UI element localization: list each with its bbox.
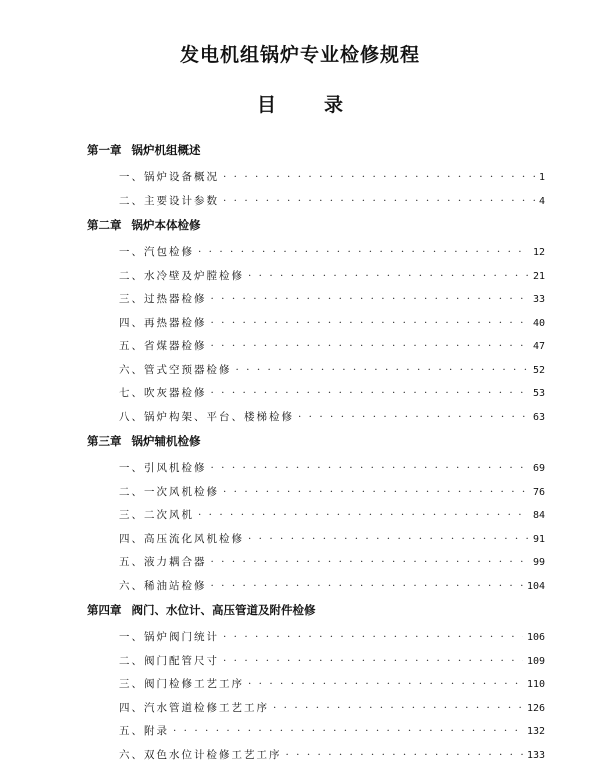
toc-entry-title: 附录 bbox=[144, 725, 169, 737]
toc-chapter bbox=[87, 140, 547, 213]
toc-entry-page-number: 12 bbox=[532, 247, 545, 258]
dot-leader bbox=[223, 626, 523, 650]
chapter-heading[interactable] bbox=[87, 600, 547, 620]
toc-entry-label bbox=[119, 241, 194, 265]
toc-entry-label bbox=[119, 265, 244, 289]
toc-entry-label bbox=[119, 697, 269, 721]
toc-entry[interactable] bbox=[87, 697, 547, 721]
toc-entry-title: 省煤器检修 bbox=[144, 340, 207, 352]
toc-entry-label bbox=[119, 335, 207, 359]
chapter-title: 锅炉辅机检修 bbox=[131, 434, 201, 448]
toc-entry-title: 高压流化风机检修 bbox=[144, 532, 244, 545]
toc-entry-title: 管式空预器检修 bbox=[144, 363, 232, 376]
toc-entry-page-number: 91 bbox=[532, 533, 545, 545]
toc-entry[interactable] bbox=[87, 166, 547, 190]
dot-leader bbox=[248, 265, 529, 289]
dot-leader bbox=[211, 382, 529, 406]
toc-entry-label bbox=[119, 288, 207, 312]
toc-entry-page-number: 106 bbox=[526, 632, 545, 643]
toc-entry-number: 一、 bbox=[119, 631, 144, 643]
toc-entry[interactable] bbox=[87, 504, 547, 528]
toc-entry-page-number: 104 bbox=[526, 580, 545, 592]
dot-leader bbox=[211, 551, 529, 575]
toc-entry-label bbox=[119, 406, 294, 430]
toc-entry-page-number: 52 bbox=[532, 364, 545, 376]
toc-entry-number: 六、 bbox=[119, 363, 144, 376]
toc-entry-title: 引风机检修 bbox=[144, 462, 207, 474]
toc-entry-page-number: 132 bbox=[526, 726, 545, 737]
toc-entry[interactable] bbox=[87, 551, 547, 575]
toc-entry[interactable] bbox=[87, 673, 547, 697]
chapter-number: 第三章 bbox=[87, 434, 122, 448]
toc-entry-number: 一、 bbox=[119, 462, 144, 474]
toc-entry-page-number: 99 bbox=[532, 557, 545, 568]
toc-entry[interactable] bbox=[87, 650, 547, 674]
dot-leader bbox=[273, 697, 523, 721]
toc-entry[interactable] bbox=[87, 312, 547, 336]
toc-entry-number: 五、 bbox=[119, 725, 144, 737]
toc-entry-label bbox=[119, 626, 219, 650]
toc-entry[interactable] bbox=[87, 382, 547, 406]
toc-entry-label bbox=[119, 457, 207, 481]
toc-entry-page-number: 33 bbox=[532, 294, 545, 305]
toc-entry-label bbox=[119, 744, 282, 768]
toc-entry-number: 八、 bbox=[119, 410, 144, 423]
toc-entry-number: 六、 bbox=[119, 748, 144, 761]
toc-entry[interactable] bbox=[87, 406, 547, 430]
dot-leader bbox=[223, 481, 529, 505]
chapter-heading[interactable] bbox=[87, 431, 547, 451]
toc-entry-page-number: 1 bbox=[538, 172, 545, 183]
toc-entry-page-number: 76 bbox=[532, 486, 545, 498]
toc-entry-title: 锅炉设备概况 bbox=[144, 171, 219, 183]
toc-entry-label bbox=[119, 575, 207, 599]
dot-leader bbox=[236, 359, 529, 383]
toc-entry-page-number: 63 bbox=[532, 411, 545, 423]
toc-entry-number: 三、 bbox=[119, 293, 144, 305]
toc-entry-page-number: 53 bbox=[532, 388, 545, 399]
chapter-number: 第二章 bbox=[87, 218, 122, 232]
dot-leader bbox=[211, 457, 529, 481]
toc-entry-page-number: 84 bbox=[532, 510, 545, 521]
dot-leader bbox=[211, 335, 529, 359]
toc-entry[interactable] bbox=[87, 335, 547, 359]
toc-entry[interactable] bbox=[87, 481, 547, 505]
toc-entry[interactable] bbox=[87, 265, 547, 289]
toc-entry-title: 阀门配管尺寸 bbox=[144, 654, 219, 667]
dot-leader bbox=[173, 720, 523, 744]
dot-leader bbox=[223, 190, 535, 214]
chapter-heading[interactable] bbox=[87, 215, 547, 235]
toc-entry-label bbox=[119, 504, 194, 528]
toc-chapter bbox=[87, 600, 547, 767]
toc-entry-number: 二、 bbox=[119, 269, 144, 282]
toc-entry[interactable] bbox=[87, 288, 547, 312]
toc-entry[interactable] bbox=[87, 359, 547, 383]
toc-heading bbox=[0, 90, 600, 117]
chapter-title: 阀门、水位计、高压管道及附件检修 bbox=[131, 603, 316, 617]
toc-entry-number: 三、 bbox=[119, 678, 144, 690]
toc-entry-page-number: 21 bbox=[532, 270, 545, 282]
toc-entry[interactable] bbox=[87, 457, 547, 481]
toc-entry-title: 稀油站检修 bbox=[144, 579, 207, 592]
toc-entry[interactable] bbox=[87, 528, 547, 552]
toc-entry-number: 一、 bbox=[119, 171, 144, 183]
toc-entry-label bbox=[119, 190, 219, 214]
toc-entry-label bbox=[119, 528, 244, 552]
toc-entry-title: 过热器检修 bbox=[144, 293, 207, 305]
dot-leader bbox=[198, 241, 529, 265]
dot-leader bbox=[211, 288, 529, 312]
toc-entry-number: 六、 bbox=[119, 579, 144, 592]
dot-leader bbox=[211, 575, 523, 599]
toc-heading-char-2: 录 bbox=[324, 94, 344, 116]
toc-entry-page-number: 133 bbox=[526, 749, 545, 761]
toc-entry-number: 七、 bbox=[119, 387, 144, 399]
toc-entry[interactable] bbox=[87, 744, 547, 768]
toc-entry-label bbox=[119, 720, 169, 744]
toc-entry-label bbox=[119, 650, 219, 674]
chapter-number: 第四章 bbox=[87, 603, 122, 617]
dot-leader bbox=[223, 166, 535, 190]
toc-entry-number: 三、 bbox=[119, 509, 144, 521]
dot-leader bbox=[211, 312, 529, 336]
toc-entry-page-number: 4 bbox=[538, 195, 545, 207]
toc-entry-label bbox=[119, 359, 232, 383]
toc-entry[interactable] bbox=[87, 720, 547, 744]
toc-chapter bbox=[87, 431, 547, 598]
toc-chapter bbox=[87, 215, 547, 429]
toc-entry[interactable] bbox=[87, 190, 547, 214]
chapter-title: 锅炉本体检修 bbox=[131, 218, 201, 232]
dot-leader bbox=[248, 673, 523, 697]
chapter-number: 第一章 bbox=[87, 143, 122, 157]
dot-leader bbox=[223, 650, 523, 674]
toc-entry-title: 汽包检修 bbox=[144, 246, 194, 258]
toc-entry-number: 二、 bbox=[119, 194, 144, 207]
toc-entry-page-number: 109 bbox=[526, 655, 545, 667]
toc-entry-label bbox=[119, 481, 219, 505]
toc-entry-number: 五、 bbox=[119, 340, 144, 352]
toc-entry[interactable] bbox=[87, 626, 547, 650]
toc-entry[interactable] bbox=[87, 241, 547, 265]
toc-entry-label bbox=[119, 382, 207, 406]
toc-entry-page-number: 69 bbox=[532, 463, 545, 474]
table-of-contents bbox=[87, 140, 547, 767]
chapter-title: 锅炉机组概述 bbox=[131, 143, 201, 157]
toc-entry-title: 双色水位计检修工艺工序 bbox=[144, 748, 282, 761]
toc-entry-label bbox=[119, 551, 207, 575]
toc-entry-title: 锅炉构架、平台、楼梯检修 bbox=[144, 410, 294, 423]
toc-entry-number: 四、 bbox=[119, 532, 144, 545]
toc-heading-char-1: 目 bbox=[256, 94, 276, 116]
toc-entry-title: 液力耦合器 bbox=[144, 556, 207, 568]
toc-entry-title: 汽水管道检修工艺工序 bbox=[144, 701, 269, 714]
toc-entry[interactable] bbox=[87, 575, 547, 599]
toc-entry-number: 二、 bbox=[119, 485, 144, 498]
dot-leader bbox=[248, 528, 529, 552]
toc-entry-number: 一、 bbox=[119, 246, 144, 258]
toc-entry-number: 二、 bbox=[119, 654, 144, 667]
toc-entry-page-number: 110 bbox=[526, 679, 545, 690]
toc-entry-page-number: 40 bbox=[532, 317, 545, 329]
toc-entry-title: 锅炉阀门统计 bbox=[144, 631, 219, 643]
toc-entry-title: 一次风机检修 bbox=[144, 485, 219, 498]
toc-entry-title: 吹灰器检修 bbox=[144, 387, 207, 399]
chapter-heading[interactable] bbox=[87, 140, 547, 160]
toc-entry-label bbox=[119, 673, 244, 697]
toc-entry-number: 四、 bbox=[119, 316, 144, 329]
dot-leader bbox=[298, 406, 529, 430]
toc-entry-number: 四、 bbox=[119, 701, 144, 714]
toc-entry-page-number: 47 bbox=[532, 341, 545, 352]
toc-entry-title: 阀门检修工艺工序 bbox=[144, 678, 244, 690]
toc-entry-number: 五、 bbox=[119, 556, 144, 568]
toc-entry-title: 主要设计参数 bbox=[144, 194, 219, 207]
dot-leader bbox=[286, 744, 523, 768]
toc-entry-label bbox=[119, 312, 207, 336]
document-title: 发电机组锅炉专业检修规程 bbox=[179, 44, 420, 66]
dot-leader bbox=[198, 504, 529, 528]
toc-entry-label bbox=[119, 166, 219, 190]
toc-entry-title: 再热器检修 bbox=[144, 316, 207, 329]
toc-entry-page-number: 126 bbox=[526, 702, 545, 714]
toc-entry-title: 水冷壁及炉膛检修 bbox=[144, 269, 244, 282]
toc-entry-title: 二次风机 bbox=[144, 509, 194, 521]
